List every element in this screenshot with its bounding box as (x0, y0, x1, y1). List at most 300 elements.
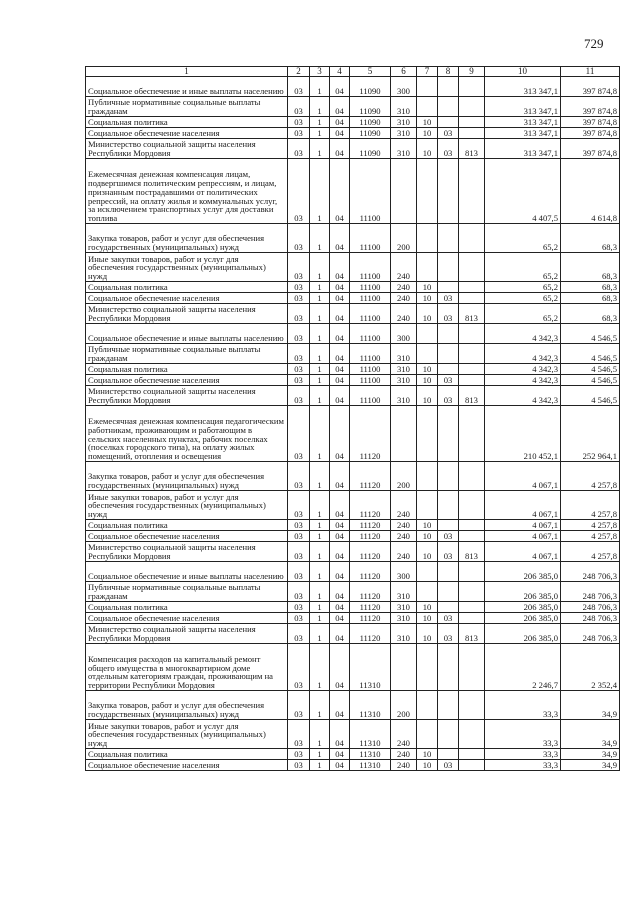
amount-year-2: 397 874,8 (561, 117, 620, 128)
code-col-3: 1 (310, 386, 330, 406)
target-article-code: 11100 (350, 224, 391, 253)
row-description: Социальная политика (86, 602, 288, 613)
code-col-3: 1 (310, 97, 330, 117)
amount-year-2: 4 546,5 (561, 364, 620, 375)
table-row (86, 602, 620, 613)
expense-type-code: 310 (391, 582, 417, 602)
amount-year-2: 68,3 (561, 282, 620, 293)
expense-type-code: 200 (391, 462, 417, 491)
expense-type-code: 310 (391, 375, 417, 386)
table-row (86, 293, 620, 304)
amount-year-2: 4 257,8 (561, 462, 620, 491)
ministry-code (459, 720, 485, 749)
code-col-2: 03 (288, 117, 310, 128)
subsection-code (438, 117, 459, 128)
code-col-3: 1 (310, 691, 330, 720)
ministry-code (459, 760, 485, 771)
header-cell: 3 (310, 67, 330, 77)
ministry-code (459, 97, 485, 117)
code-col-3: 1 (310, 293, 330, 304)
code-col-4: 04 (330, 117, 350, 128)
code-col-3: 1 (310, 582, 330, 602)
amount-year-2: 397 874,8 (561, 77, 620, 97)
table-row (86, 364, 620, 375)
expense-type-code: 240 (391, 542, 417, 562)
subsection-code (438, 344, 459, 364)
code-col-2: 03 (288, 562, 310, 582)
row-description: Министерство социальной защиты населения Республики Мордовия (86, 624, 288, 644)
row-description: Ежемесячная денежная компенсация лицам, подвергшимся политическим репрессиям, и лицам, признанным пострадавшими от политических репрессий, на оплату жилья и коммунальных услуг, за исключением транспортных услуг для доставки топлива (86, 159, 288, 224)
header-cell: 7 (417, 67, 438, 77)
amount-year-2: 2 352,4 (561, 644, 620, 691)
amount-year-1: 313 347,1 (485, 117, 561, 128)
target-article-code: 11100 (350, 324, 391, 344)
row-description: Министерство социальной защиты населения Республики Мордовия (86, 139, 288, 159)
table-row (86, 624, 620, 644)
row-description: Социальное обеспечение населения (86, 613, 288, 624)
code-col-2: 03 (288, 224, 310, 253)
code-col-2: 03 (288, 139, 310, 159)
expense-type-code (391, 644, 417, 691)
target-article-code: 11090 (350, 97, 391, 117)
subsection-code (438, 520, 459, 531)
ministry-code (459, 224, 485, 253)
code-col-3: 1 (310, 139, 330, 159)
header-cell: 11 (561, 67, 620, 77)
amount-year-2: 68,3 (561, 293, 620, 304)
amount-year-1: 4 342,3 (485, 364, 561, 375)
expense-type-code: 240 (391, 720, 417, 749)
code-col-4: 04 (330, 293, 350, 304)
amount-year-2: 34,9 (561, 691, 620, 720)
section-code: 10 (417, 139, 438, 159)
code-col-4: 04 (330, 644, 350, 691)
code-col-2: 03 (288, 531, 310, 542)
target-article-code: 11100 (350, 159, 391, 224)
subsection-code: 03 (438, 375, 459, 386)
code-col-2: 03 (288, 282, 310, 293)
code-col-4: 04 (330, 691, 350, 720)
code-col-4: 04 (330, 324, 350, 344)
amount-year-2: 248 706,3 (561, 582, 620, 602)
amount-year-2: 68,3 (561, 304, 620, 324)
target-article-code: 11120 (350, 462, 391, 491)
section-code: 10 (417, 386, 438, 406)
header-cell: 8 (438, 67, 459, 77)
code-col-3: 1 (310, 282, 330, 293)
target-article-code: 11120 (350, 406, 391, 462)
code-col-4: 04 (330, 344, 350, 364)
ministry-code (459, 364, 485, 375)
ministry-code (459, 253, 485, 282)
code-col-2: 03 (288, 386, 310, 406)
code-col-2: 03 (288, 344, 310, 364)
code-col-3: 1 (310, 344, 330, 364)
amount-year-1: 313 347,1 (485, 97, 561, 117)
row-description: Социальное обеспечение и иные выплаты населению (86, 324, 288, 344)
ministry-code (459, 293, 485, 304)
section-code: 10 (417, 117, 438, 128)
target-article-code: 11120 (350, 542, 391, 562)
code-col-3: 1 (310, 77, 330, 97)
expense-type-code: 310 (391, 117, 417, 128)
code-col-4: 04 (330, 562, 350, 582)
subsection-code (438, 159, 459, 224)
section-code: 10 (417, 520, 438, 531)
header-cell: 6 (391, 67, 417, 77)
code-col-3: 1 (310, 624, 330, 644)
expense-type-code: 310 (391, 128, 417, 139)
expense-type-code: 240 (391, 293, 417, 304)
amount-year-2: 34,9 (561, 749, 620, 760)
target-article-code: 11120 (350, 602, 391, 613)
amount-year-2: 4 546,5 (561, 324, 620, 344)
table-row (86, 749, 620, 760)
row-description: Ежемесячная денежная компенсация педагогическим работникам, проживающим и работающим в сельских населенных пунктах, рабочих поселках (поселках городского типа), на оплату жилых помещений, отопления и освещения (86, 406, 288, 462)
subsection-code (438, 491, 459, 520)
subsection-code (438, 97, 459, 117)
target-article-code: 11310 (350, 760, 391, 771)
code-col-4: 04 (330, 139, 350, 159)
expense-type-code: 240 (391, 253, 417, 282)
table-row (86, 562, 620, 582)
amount-year-1: 65,2 (485, 293, 561, 304)
expense-type-code: 310 (391, 364, 417, 375)
subsection-code: 03 (438, 542, 459, 562)
row-description: Социальная политика (86, 520, 288, 531)
code-col-4: 04 (330, 613, 350, 624)
section-code (417, 324, 438, 344)
subsection-code: 03 (438, 624, 459, 644)
table-row (86, 644, 620, 691)
section-code (417, 406, 438, 462)
amount-year-1: 4 342,3 (485, 344, 561, 364)
section-code: 10 (417, 293, 438, 304)
amount-year-2: 248 706,3 (561, 562, 620, 582)
expense-type-code: 300 (391, 324, 417, 344)
code-col-4: 04 (330, 364, 350, 375)
amount-year-2: 34,9 (561, 760, 620, 771)
code-col-2: 03 (288, 760, 310, 771)
subsection-code (438, 364, 459, 375)
ministry-code: 813 (459, 542, 485, 562)
row-description: Министерство социальной защиты населения Республики Мордовия (86, 304, 288, 324)
target-article-code: 11090 (350, 128, 391, 139)
table-row (86, 386, 620, 406)
expense-type-code: 300 (391, 77, 417, 97)
expense-type-code: 240 (391, 749, 417, 760)
code-col-2: 03 (288, 602, 310, 613)
table-row (86, 491, 620, 520)
code-col-2: 03 (288, 644, 310, 691)
amount-year-1: 4 067,1 (485, 491, 561, 520)
section-code (417, 77, 438, 97)
code-col-4: 04 (330, 97, 350, 117)
subsection-code (438, 253, 459, 282)
code-col-3: 1 (310, 613, 330, 624)
ministry-code: 813 (459, 386, 485, 406)
subsection-code (438, 691, 459, 720)
expense-type-code: 310 (391, 602, 417, 613)
section-code (417, 491, 438, 520)
code-col-3: 1 (310, 159, 330, 224)
code-col-4: 04 (330, 520, 350, 531)
ministry-code (459, 375, 485, 386)
target-article-code: 11100 (350, 364, 391, 375)
amount-year-2: 248 706,3 (561, 624, 620, 644)
code-col-2: 03 (288, 691, 310, 720)
subsection-code (438, 224, 459, 253)
section-code: 10 (417, 602, 438, 613)
expense-type-code (391, 406, 417, 462)
amount-year-1: 33,3 (485, 720, 561, 749)
code-col-2: 03 (288, 375, 310, 386)
section-code (417, 224, 438, 253)
code-col-3: 1 (310, 562, 330, 582)
row-description: Закупка товаров, работ и услуг для обеспечения государственных (муниципальных) нужд (86, 224, 288, 253)
table-header-row (86, 67, 620, 77)
expense-type-code: 310 (391, 386, 417, 406)
code-col-2: 03 (288, 324, 310, 344)
code-col-2: 03 (288, 304, 310, 324)
code-col-4: 04 (330, 253, 350, 282)
code-col-4: 04 (330, 375, 350, 386)
amount-year-1: 206 385,0 (485, 613, 561, 624)
row-description: Иные закупки товаров, работ и услуг для обеспечения государственных (муниципальных) нужд (86, 253, 288, 282)
target-article-code: 11090 (350, 77, 391, 97)
subsection-code: 03 (438, 613, 459, 624)
code-col-4: 04 (330, 386, 350, 406)
ministry-code (459, 582, 485, 602)
ministry-code (459, 613, 485, 624)
ministry-code (459, 602, 485, 613)
amount-year-2: 248 706,3 (561, 602, 620, 613)
table-row (86, 613, 620, 624)
code-col-2: 03 (288, 364, 310, 375)
table-row (86, 97, 620, 117)
expense-type-code (391, 159, 417, 224)
ministry-code (459, 406, 485, 462)
row-description: Социальное обеспечение и иные выплаты населению (86, 77, 288, 97)
expense-type-code: 200 (391, 224, 417, 253)
target-article-code: 11120 (350, 562, 391, 582)
expense-type-code: 240 (391, 531, 417, 542)
table-row (86, 159, 620, 224)
code-col-3: 1 (310, 520, 330, 531)
expense-type-code: 200 (391, 691, 417, 720)
subsection-code (438, 749, 459, 760)
code-col-2: 03 (288, 720, 310, 749)
amount-year-2: 4 614,8 (561, 159, 620, 224)
target-article-code: 11120 (350, 491, 391, 520)
amount-year-1: 4 342,3 (485, 375, 561, 386)
amount-year-2: 34,9 (561, 720, 620, 749)
ministry-code (459, 520, 485, 531)
table-row (86, 531, 620, 542)
amount-year-2: 397 874,8 (561, 139, 620, 159)
table-body (86, 67, 620, 771)
subsection-code (438, 602, 459, 613)
code-col-4: 04 (330, 462, 350, 491)
amount-year-1: 206 385,0 (485, 562, 561, 582)
row-description: Компенсация расходов на капитальный ремонт общего имущества в многоквартирном доме отдельным категориям граждан, проживающим на территории Республики Мордовия (86, 644, 288, 691)
subsection-code (438, 462, 459, 491)
section-code: 10 (417, 531, 438, 542)
code-col-3: 1 (310, 462, 330, 491)
ministry-code (459, 491, 485, 520)
row-description: Иные закупки товаров, работ и услуг для обеспечения государственных (муниципальных) нужд (86, 720, 288, 749)
subsection-code (438, 562, 459, 582)
code-col-4: 04 (330, 128, 350, 139)
target-article-code: 11100 (350, 282, 391, 293)
expense-type-code: 240 (391, 304, 417, 324)
amount-year-2: 397 874,8 (561, 128, 620, 139)
table-row (86, 128, 620, 139)
amount-year-2: 4 257,8 (561, 542, 620, 562)
amount-year-2: 68,3 (561, 253, 620, 282)
code-col-2: 03 (288, 159, 310, 224)
code-col-4: 04 (330, 304, 350, 324)
code-col-4: 04 (330, 77, 350, 97)
code-col-3: 1 (310, 375, 330, 386)
code-col-2: 03 (288, 613, 310, 624)
code-col-4: 04 (330, 749, 350, 760)
table-row (86, 282, 620, 293)
target-article-code: 11090 (350, 139, 391, 159)
ministry-code (459, 159, 485, 224)
amount-year-1: 313 347,1 (485, 139, 561, 159)
row-description: Социальная политика (86, 364, 288, 375)
target-article-code: 11120 (350, 624, 391, 644)
code-col-2: 03 (288, 462, 310, 491)
section-code (417, 691, 438, 720)
subsection-code (438, 406, 459, 462)
subsection-code: 03 (438, 128, 459, 139)
amount-year-2: 4 257,8 (561, 520, 620, 531)
code-col-2: 03 (288, 97, 310, 117)
code-col-3: 1 (310, 224, 330, 253)
amount-year-2: 397 874,8 (561, 97, 620, 117)
target-article-code: 11100 (350, 344, 391, 364)
target-article-code: 11310 (350, 749, 391, 760)
table-row (86, 462, 620, 491)
code-col-4: 04 (330, 582, 350, 602)
row-description: Публичные нормативные социальные выплаты гражданам (86, 582, 288, 602)
row-description: Социальное обеспечение населения (86, 293, 288, 304)
expense-type-code: 240 (391, 760, 417, 771)
ministry-code: 813 (459, 304, 485, 324)
section-code (417, 582, 438, 602)
row-description: Закупка товаров, работ и услуг для обеспечения государственных (муниципальных) нужд (86, 691, 288, 720)
subsection-code (438, 644, 459, 691)
ministry-code (459, 128, 485, 139)
section-code (417, 253, 438, 282)
amount-year-1: 65,2 (485, 304, 561, 324)
row-description: Социальная политика (86, 749, 288, 760)
table-row (86, 520, 620, 531)
target-article-code: 11120 (350, 531, 391, 542)
target-article-code: 11100 (350, 375, 391, 386)
target-article-code: 11100 (350, 304, 391, 324)
target-article-code: 11100 (350, 293, 391, 304)
target-article-code: 11100 (350, 386, 391, 406)
row-description: Министерство социальной защиты населения Республики Мордовия (86, 386, 288, 406)
row-description: Публичные нормативные социальные выплаты гражданам (86, 97, 288, 117)
target-article-code: 11310 (350, 644, 391, 691)
expense-type-code: 310 (391, 139, 417, 159)
ministry-code (459, 749, 485, 760)
section-code (417, 562, 438, 582)
code-col-4: 04 (330, 624, 350, 644)
target-article-code: 11090 (350, 117, 391, 128)
header-cell: 10 (485, 67, 561, 77)
row-description: Министерство социальной защиты населения Республики Мордовия (86, 542, 288, 562)
row-description: Социальная политика (86, 117, 288, 128)
table-row (86, 582, 620, 602)
header-cell: 1 (86, 67, 288, 77)
code-col-3: 1 (310, 128, 330, 139)
code-col-4: 04 (330, 159, 350, 224)
amount-year-1: 33,3 (485, 760, 561, 771)
code-col-3: 1 (310, 324, 330, 344)
expense-type-code: 310 (391, 613, 417, 624)
expense-type-code: 310 (391, 97, 417, 117)
code-col-3: 1 (310, 542, 330, 562)
section-code: 10 (417, 375, 438, 386)
amount-year-1: 2 246,7 (485, 644, 561, 691)
row-description: Социальная политика (86, 282, 288, 293)
row-description: Закупка товаров, работ и услуг для обеспечения государственных (муниципальных) нужд (86, 462, 288, 491)
ministry-code (459, 644, 485, 691)
target-article-code: 11120 (350, 520, 391, 531)
code-col-3: 1 (310, 644, 330, 691)
code-col-3: 1 (310, 720, 330, 749)
amount-year-1: 4 342,3 (485, 324, 561, 344)
ministry-code: 813 (459, 139, 485, 159)
code-col-2: 03 (288, 406, 310, 462)
amount-year-2: 68,3 (561, 224, 620, 253)
amount-year-2: 4 546,5 (561, 344, 620, 364)
expense-type-code: 240 (391, 520, 417, 531)
amount-year-2: 4 257,8 (561, 531, 620, 542)
code-col-3: 1 (310, 491, 330, 520)
ministry-code (459, 344, 485, 364)
header-cell: 5 (350, 67, 391, 77)
amount-year-1: 4 067,1 (485, 542, 561, 562)
amount-year-1: 313 347,1 (485, 77, 561, 97)
code-col-2: 03 (288, 293, 310, 304)
section-code (417, 462, 438, 491)
amount-year-1: 206 385,0 (485, 582, 561, 602)
amount-year-1: 65,2 (485, 253, 561, 282)
amount-year-1: 33,3 (485, 749, 561, 760)
table-row (86, 760, 620, 771)
table-row (86, 224, 620, 253)
table-row (86, 324, 620, 344)
section-code: 10 (417, 624, 438, 644)
section-code (417, 344, 438, 364)
table-row (86, 253, 620, 282)
code-col-3: 1 (310, 253, 330, 282)
code-col-2: 03 (288, 624, 310, 644)
amount-year-1: 206 385,0 (485, 602, 561, 613)
amount-year-1: 65,2 (485, 282, 561, 293)
code-col-3: 1 (310, 117, 330, 128)
amount-year-1: 4 342,3 (485, 386, 561, 406)
code-col-4: 04 (330, 224, 350, 253)
section-code: 10 (417, 364, 438, 375)
subsection-code: 03 (438, 386, 459, 406)
